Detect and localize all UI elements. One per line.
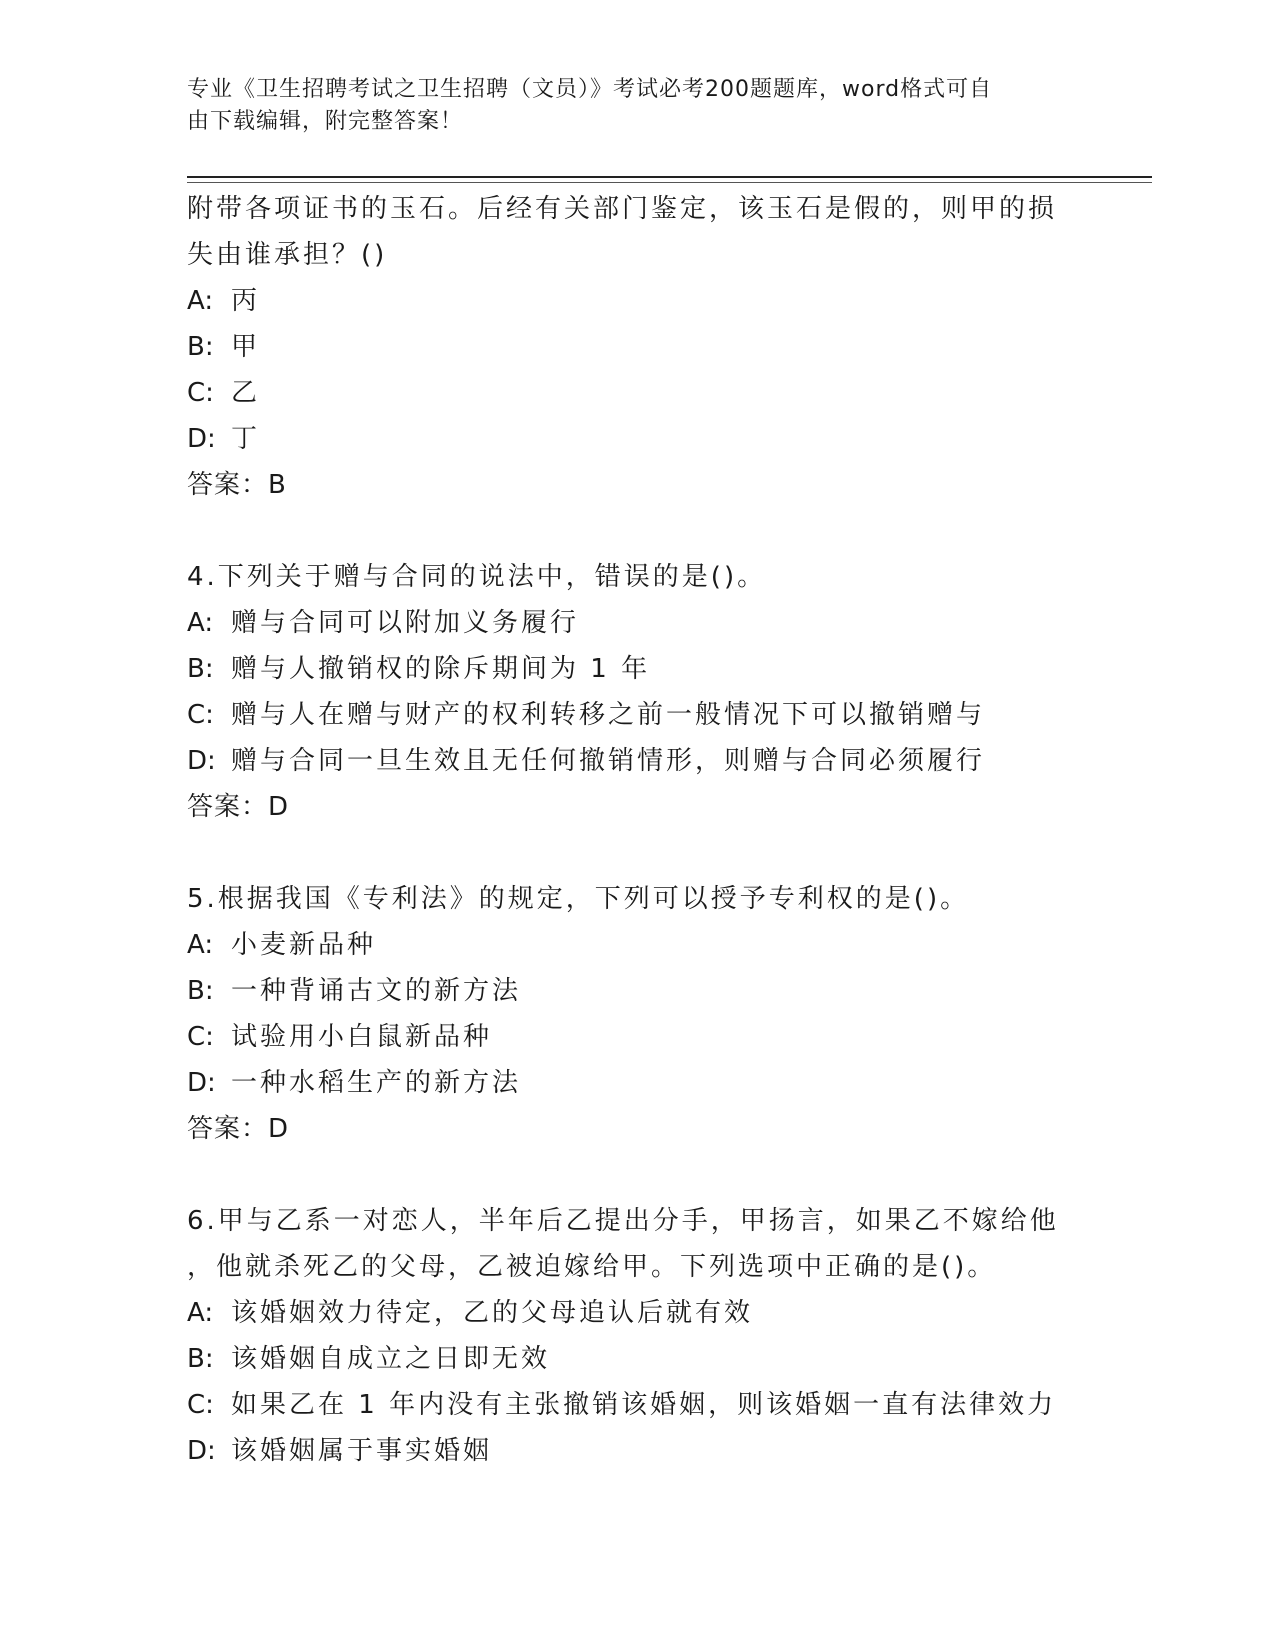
option-letter: B: bbox=[187, 654, 214, 684]
header-rule-thick bbox=[187, 176, 1152, 178]
option-letter: C: bbox=[187, 1022, 214, 1052]
option-text: 该婚姻效力待定，乙的父母追认后就有效 bbox=[231, 1298, 754, 1328]
option-text: 丁 bbox=[231, 424, 261, 454]
question-stem-line: ，他就杀死乙的父母，乙被迫嫁给甲。下列选项中正确的是()。 bbox=[187, 1252, 997, 1282]
option-text: 该婚姻自成立之日即无效 bbox=[231, 1344, 551, 1374]
option-letter: C: bbox=[187, 700, 214, 730]
option-c bbox=[187, 1014, 1067, 1060]
answer-line: 答案：B bbox=[187, 470, 287, 500]
option-a bbox=[187, 600, 1067, 646]
question-stem-line: 5.根据我国《专利法》的规定，下列可以授予专利权的是()。 bbox=[187, 884, 970, 914]
option-text: 赠与合同一旦生效且无任何撤销情形，则赠与合同必须履行 bbox=[231, 746, 986, 776]
answer-line: 答案：D bbox=[187, 1114, 290, 1144]
question-stem-line: 失由谁承担？() bbox=[187, 240, 388, 270]
option-a bbox=[187, 922, 1067, 968]
option-letter: A: bbox=[187, 930, 214, 960]
option-letter: D: bbox=[187, 746, 216, 776]
question-3 bbox=[187, 186, 1067, 508]
option-letter: A: bbox=[187, 608, 214, 638]
header-rule-thin bbox=[187, 182, 1152, 183]
option-b bbox=[187, 324, 1067, 370]
option-text: 试验用小白鼠新品种 bbox=[231, 1022, 493, 1052]
answer-line: 答案：D bbox=[187, 792, 290, 822]
header-line-1: 专业《卫生招聘考试之卫生招聘（文员）》考试必考200题题库，word格式可自 bbox=[187, 77, 993, 102]
option-text: 丙 bbox=[231, 286, 261, 316]
option-letter: A: bbox=[187, 1298, 214, 1328]
option-text: 乙 bbox=[231, 378, 261, 408]
option-text: 赠与合同可以附加义务履行 bbox=[231, 608, 580, 638]
option-letter: B: bbox=[187, 1344, 214, 1374]
option-b bbox=[187, 1336, 1067, 1382]
spacer bbox=[187, 1152, 1067, 1198]
option-a bbox=[187, 278, 1067, 324]
option-c bbox=[187, 370, 1067, 416]
question-stem-line: 6.甲与乙系一对恋人，半年后乙提出分手，甲扬言，如果乙不嫁给他 bbox=[187, 1206, 1059, 1236]
option-b bbox=[187, 968, 1067, 1014]
spacer bbox=[187, 830, 1067, 876]
question-5 bbox=[187, 876, 1067, 1152]
option-d bbox=[187, 1428, 1067, 1474]
option-letter: A: bbox=[187, 286, 214, 316]
option-letter: D: bbox=[187, 1436, 216, 1466]
question-list bbox=[187, 186, 1067, 1474]
option-c bbox=[187, 1382, 1067, 1428]
option-text: 一种背诵古文的新方法 bbox=[231, 976, 522, 1006]
option-d bbox=[187, 416, 1067, 462]
option-letter: D: bbox=[187, 424, 216, 454]
header-line-2: 由下载编辑，附完整答案！ bbox=[187, 109, 464, 134]
option-letter: D: bbox=[187, 1068, 216, 1098]
document-header bbox=[187, 74, 1067, 138]
question-stem-line: 附带各项证书的玉石。后经有关部门鉴定，该玉石是假的，则甲的损 bbox=[187, 194, 1058, 224]
option-d bbox=[187, 738, 1067, 784]
option-text: 小麦新品种 bbox=[231, 930, 377, 960]
option-a bbox=[187, 1290, 1067, 1336]
option-text: 赠与人在赠与财产的权利转移之前一般情况下可以撤销赠与 bbox=[231, 700, 986, 730]
option-text: 甲 bbox=[231, 332, 261, 362]
option-d bbox=[187, 1060, 1067, 1106]
option-b bbox=[187, 646, 1067, 692]
question-6 bbox=[187, 1198, 1067, 1474]
option-text: 一种水稻生产的新方法 bbox=[231, 1068, 522, 1098]
option-letter: B: bbox=[187, 332, 214, 362]
question-stem-line: 4.下列关于赠与合同的说法中，错误的是()。 bbox=[187, 562, 767, 592]
option-text: 如果乙在 1 年内没有主张撤销该婚姻，则该婚姻一直有法律效力 bbox=[231, 1390, 1057, 1420]
option-letter: C: bbox=[187, 1390, 214, 1420]
option-c bbox=[187, 692, 1067, 738]
spacer bbox=[187, 508, 1067, 554]
option-text: 赠与人撤销权的除斥期间为 1 年 bbox=[231, 654, 651, 684]
option-text: 该婚姻属于事实婚姻 bbox=[231, 1436, 493, 1466]
question-4 bbox=[187, 554, 1067, 830]
option-letter: B: bbox=[187, 976, 214, 1006]
option-letter: C: bbox=[187, 378, 214, 408]
